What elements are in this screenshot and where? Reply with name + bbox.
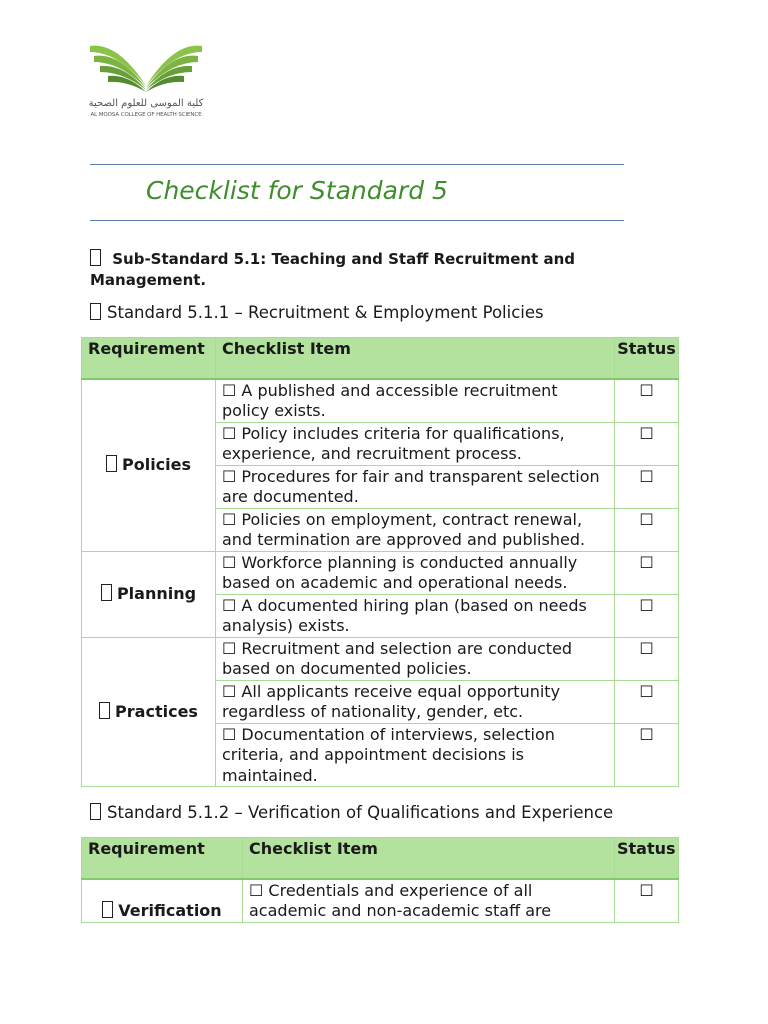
status-checkbox[interactable]: ☐ — [615, 422, 679, 465]
requirement-cell — [82, 551, 216, 637]
status-checkbox[interactable]: ☐ — [615, 680, 679, 723]
bullet-box-icon — [90, 249, 101, 266]
checklist-item: ☐ A documented hiring plan (based on needs analysis) exists. — [216, 594, 615, 637]
bullet-box-icon — [101, 584, 112, 601]
header-requirement: Requirement — [82, 838, 243, 879]
sub-standard-text: Sub-Standard 5.1: Teaching and Staff Recruitment and Management. — [90, 250, 575, 289]
status-checkbox[interactable]: ☐ — [615, 637, 679, 680]
requirement-cell — [82, 637, 216, 787]
title-rule-top — [90, 164, 624, 165]
status-checkbox[interactable]: ☐ — [615, 508, 679, 551]
checklist-item: ☐ Policies on employment, contract renewal, and termination are approved and published. — [216, 508, 615, 551]
status-checkbox[interactable]: ☐ — [615, 594, 679, 637]
sub-standard-heading — [90, 249, 610, 291]
page-title: Checklist for Standard 5 — [146, 176, 448, 205]
checklist-item: ☐ Procedures for fair and transparent selection are documented. — [216, 465, 615, 508]
standard-heading-text: Standard 5.1.1 – Recruitment & Employment Policies — [107, 303, 544, 322]
status-checkbox[interactable]: ☐ — [615, 723, 679, 787]
header-requirement: Requirement — [82, 338, 216, 379]
wing-emblem-icon — [88, 42, 204, 98]
bullet-box-icon — [102, 901, 113, 918]
bullet-box-icon — [90, 303, 101, 320]
checklist-item: ☐ Workforce planning is conducted annually based on academic and operational needs. — [216, 551, 615, 594]
checklist-item: ☐ All applicants receive equal opportunity regardless of nationality, gender, etc. — [216, 680, 615, 723]
standard-heading-text: Standard 5.1.2 – Verification of Qualifications and Experience — [107, 803, 614, 822]
requirement-cell — [82, 879, 243, 923]
header-checklist-item: Checklist Item — [216, 338, 615, 379]
checklist-item: ☐ Recruitment and selection are conducted based on documented policies. — [216, 637, 615, 680]
title-rule-bottom — [90, 220, 624, 221]
checklist-table-5-1-1 — [81, 337, 679, 787]
status-checkbox[interactable]: ☐ — [615, 465, 679, 508]
requirement-label: Verification — [118, 901, 222, 920]
standard-heading-5-1-1 — [90, 303, 544, 322]
logo-english-text: AL MOOSA COLLEGE OF HEALTH SCIENCE — [90, 112, 202, 118]
table-row — [82, 879, 679, 923]
status-checkbox[interactable]: ☐ — [615, 879, 679, 923]
table-row — [82, 637, 679, 680]
status-checkbox[interactable]: ☐ — [615, 551, 679, 594]
standard-heading-5-1-2 — [90, 803, 613, 822]
requirement-label: Policies — [121, 455, 192, 475]
checklist-item: ☐ Credentials and experience of all academic and non-academic staff are — [243, 879, 615, 923]
requirement-label: Practices — [115, 702, 198, 721]
requirement-cell — [82, 379, 216, 552]
logo-arabic-text: كلية الموسى للعلوم الصحية — [88, 98, 204, 109]
checklist-item: ☐ A published and accessible recruitment policy exists. — [216, 379, 615, 423]
header-checklist-item: Checklist Item — [243, 838, 615, 879]
header-status: Status — [615, 338, 679, 379]
status-checkbox[interactable]: ☐ — [615, 379, 679, 423]
requirement-label: Planning — [116, 584, 197, 604]
header-status: Status — [615, 838, 679, 879]
bullet-box-icon — [106, 455, 117, 472]
bullet-box-icon — [90, 803, 101, 820]
college-logo — [88, 42, 204, 122]
table-row — [82, 379, 679, 423]
checklist-item: ☐ Documentation of interviews, selection criteria, and appointment decisions is maintained. — [216, 723, 615, 787]
checklist-table-5-1-2 — [81, 837, 679, 923]
bullet-box-icon — [99, 702, 110, 719]
checklist-item: ☐ Policy includes criteria for qualifications, experience, and recruitment process. — [216, 422, 615, 465]
table-row — [82, 551, 679, 594]
